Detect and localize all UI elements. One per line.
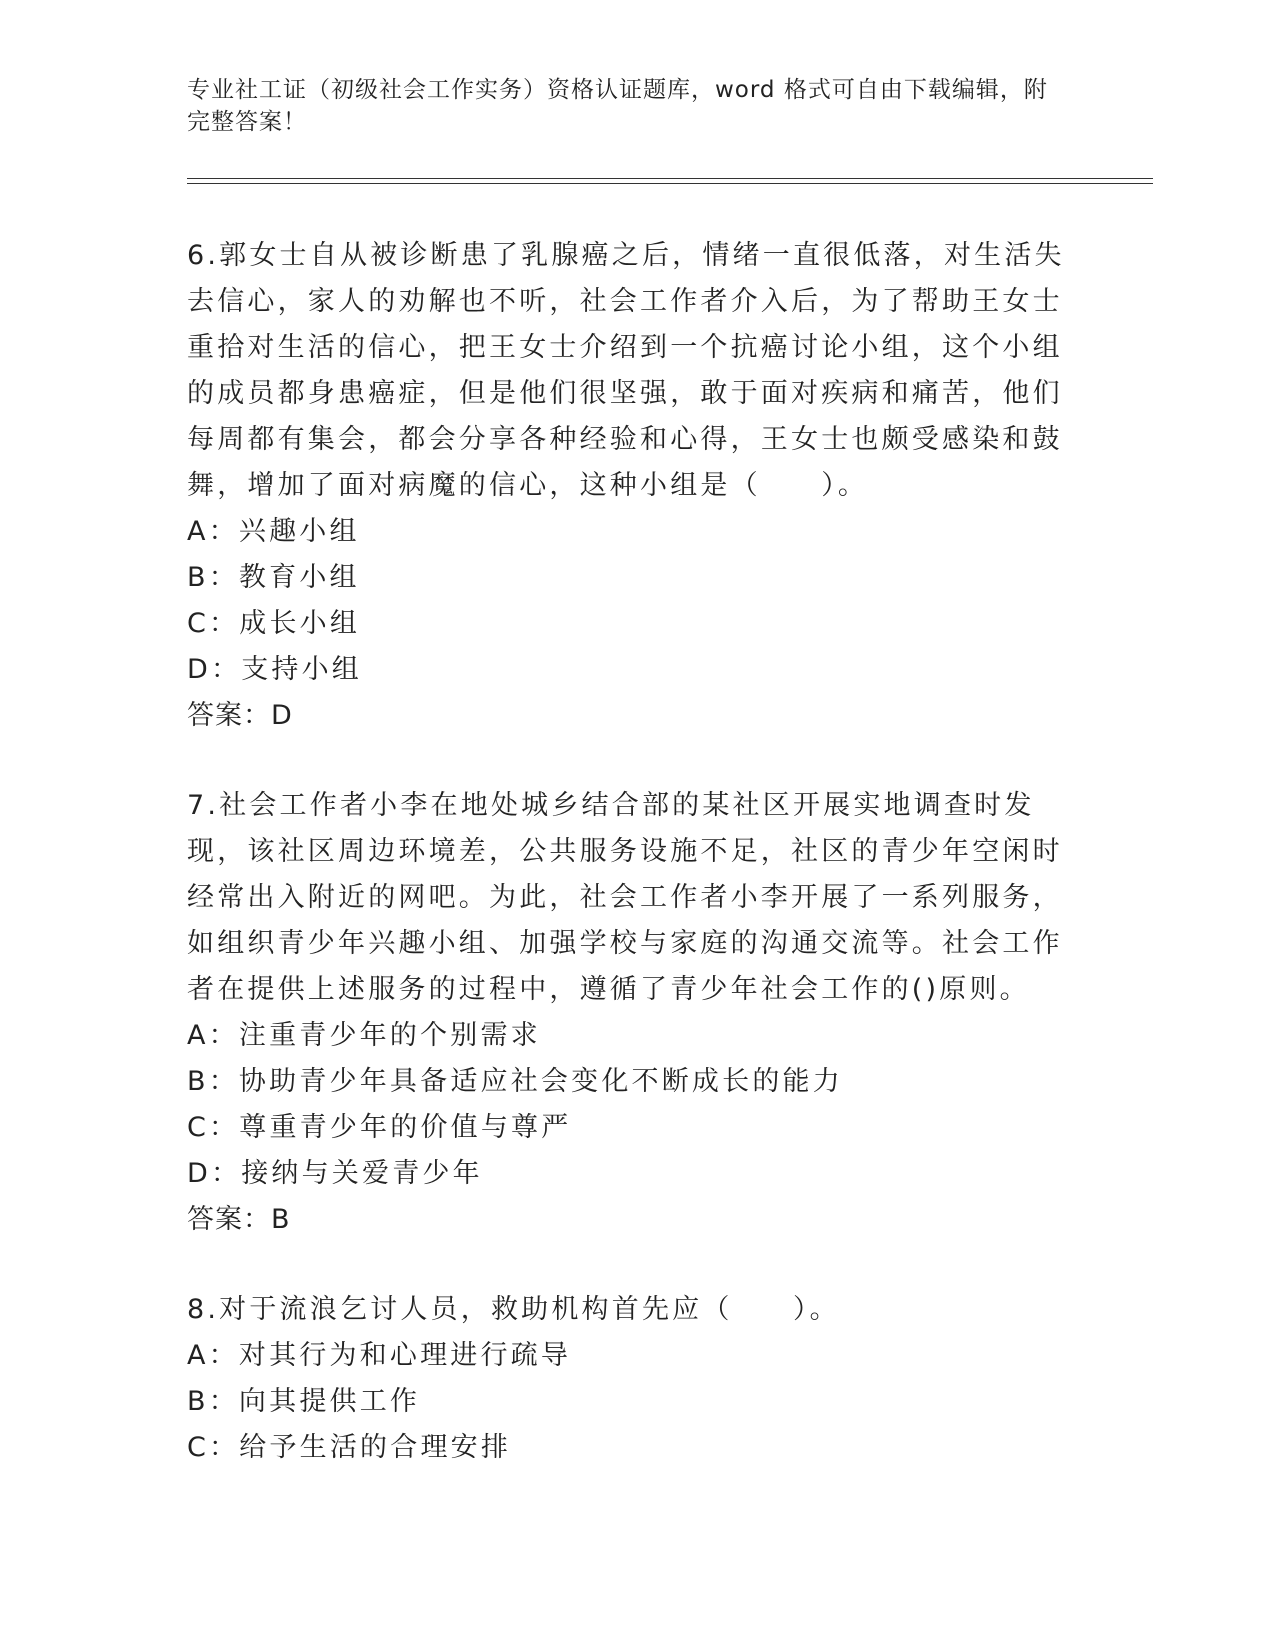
question-8: [187, 1287, 1077, 1471]
option-d: D：支持小组: [187, 654, 362, 685]
question-stem: 6.郭女士自从被诊断患了乳腺癌之后，情绪一直很低落，对生活失去信心，家人的劝解也不听，社会工作者介入后，为了帮助王女士重拾对生活的信心，把王女士介绍到一个抗癌讨论小组，这个小组的成员都身患癌症，但是他们很坚强，敢于面对疾病和痛苦，他们每周都有集会，都会分享各种经验和心得，王女士也颇受感染和鼓舞，增加了面对病魔的信心，这种小组是（ ）。: [187, 240, 1065, 501]
option-b: B：向其提供工作: [187, 1386, 421, 1417]
question-stem: 8.对于流浪乞讨人员，救助机构首先应（ ）。: [187, 1294, 840, 1325]
option-a: A：兴趣小组: [187, 516, 360, 547]
option-b: B：教育小组: [187, 562, 360, 593]
header-divider: [187, 178, 1153, 184]
option-a: A：注重青少年的个别需求: [187, 1020, 541, 1051]
question-list: [187, 233, 1077, 1471]
option-c: C：成长小组: [187, 608, 361, 639]
question-stem: 7.社会工作者小李在地处城乡结合部的某社区开展实地调查时发现，该社区周边环境差，公共服务设施不足，社区的青少年空闲时经常出入附近的网吧。为此，社会工作者小李开展了一系列服务，如组织青少年兴趣小组、加强学校与家庭的沟通交流等。社会工作者在提供上述服务的过程中，遵循了青少年社会工作的()原则。: [187, 790, 1063, 1005]
page-header: 专业社工证（初级社会工作实务）资格认证题库，word 格式可自由下载编辑，附完整答案！: [187, 77, 1048, 135]
option-a: A：对其行为和心理进行疏导: [187, 1340, 572, 1371]
question-6: [187, 233, 1077, 739]
option-c: C：给予生活的合理安排: [187, 1432, 512, 1463]
question-spacer: [187, 1243, 1077, 1287]
option-c: C：尊重青少年的价值与尊严: [187, 1112, 572, 1143]
option-d: D：接纳与关爱青少年: [187, 1158, 483, 1189]
answer-line: 答案：B: [187, 1204, 291, 1235]
answer-line: 答案：D: [187, 700, 293, 731]
question-7: [187, 783, 1077, 1243]
option-b: B：协助青少年具备适应社会变化不断成长的能力: [187, 1066, 843, 1097]
question-spacer: [187, 739, 1077, 783]
